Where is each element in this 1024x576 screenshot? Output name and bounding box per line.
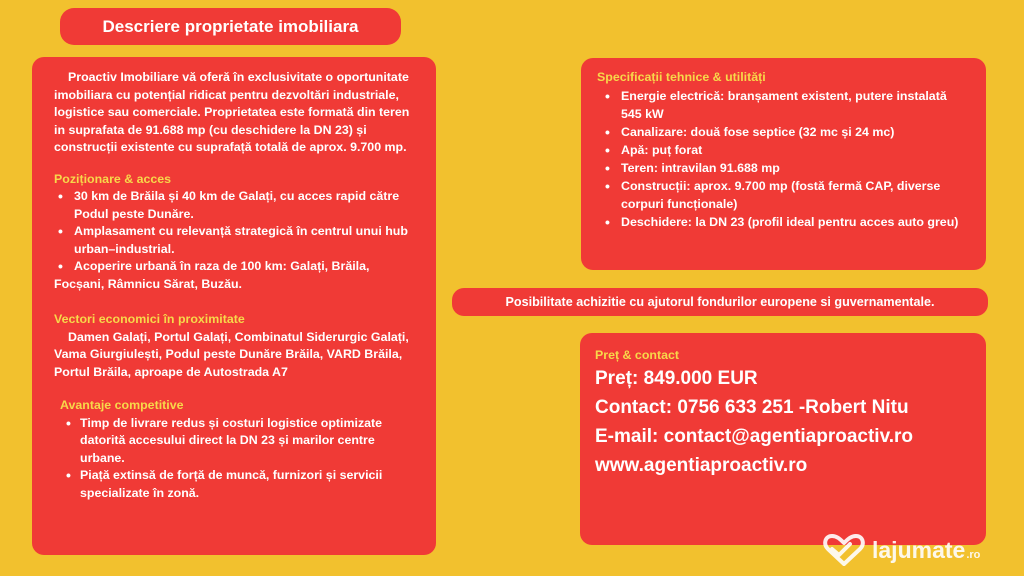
list-item: • Amplasament cu relevanță strategică în centrul unui hub urban–industrial. (54, 223, 436, 258)
phone-text: Contact: 0756 633 251 -Robert Nitu (595, 397, 909, 418)
advantages-heading: Avantaje competitive (60, 398, 184, 412)
lajumate-logo (822, 530, 980, 570)
list-item: • Piață extinsă de forță de muncă, furnizori și servicii specializate în zonă. (54, 467, 412, 502)
specs-heading: Specificații tehnice & utilități (597, 70, 766, 84)
page-title-text: Descriere proprietate imobiliara (102, 16, 359, 36)
description-card (32, 57, 436, 555)
logo-name: lajumate (872, 536, 966, 563)
funding-banner (452, 288, 988, 316)
list-item: • Acoperire urbană în raza de 100 km: Galați, Brăila, (54, 258, 436, 276)
list-item: • Canalizare: două fose septice (32 mc și 24 mc) (597, 123, 970, 141)
page-title (60, 8, 401, 45)
specs-card (581, 58, 986, 270)
funding-text: Posibilitate achizitie cu ajutorul fondurilor europene si guvernamentale. (505, 295, 935, 309)
intro-text: Proactiv Imobiliare vă oferă în exclusivitate o oportunitate imobiliara cu potențial ridicat pentru dezvoltări industriale, logistice sau comerciale. Proprietatea este formată din teren in suprafata de 91.688 mp (cu deschidere la DN 23) și construcții existente cu suprafață totală de aprox. 9.700 mp. (54, 70, 410, 154)
specs-list (597, 87, 970, 231)
price-text: Preț: 849.000 EUR (595, 368, 758, 389)
list-item: • 30 km de Brăila și 40 km de Galați, cu acces rapid către Podul peste Dunăre. (54, 188, 436, 223)
list-item: • Teren: intravilan 91.688 mp (597, 159, 970, 177)
logo-tld: .ro (966, 549, 981, 561)
contact-card (580, 333, 986, 545)
advantages-list (54, 415, 436, 503)
email-text: E-mail: contact@agentiaproactiv.ro (595, 426, 914, 447)
positioning-heading: Poziționare & acces (54, 171, 172, 186)
list-item: • Apă: puț forat (597, 141, 970, 159)
contact-heading: Preț & contact (595, 348, 679, 362)
positioning-list (54, 188, 436, 293)
list-item-continuation: Focșani, Râmnicu Sărat, Buzău. (54, 276, 242, 291)
list-item: • Energie electrică: branșament existent, putere instalată 545 kW (597, 87, 970, 123)
list-item: • Construcții: aprox. 9.700 mp (fostă fermă CAP, diverse corpuri funcționale) (597, 177, 970, 213)
list-item: • Deschidere: la DN 23 (profil ideal pentru acces auto greu) (597, 213, 970, 231)
economic-text: Damen Galați, Portul Galați, Combinatul Siderurgic Galați, Vama Giurgiulești, Podul peste Dunăre Brăila, VARD Brăila, Portul Brăila, aproape de Autostrada A7 (54, 329, 409, 379)
heart-hands-icon (822, 533, 866, 567)
economic-heading: Vectori economici în proximitate (54, 312, 245, 326)
list-item: • Timp de livrare redus și costuri logistice optimizate datorită accesului direct la DN 23 și marilor centre urbane. (54, 415, 412, 468)
website-link[interactable]: www.agentiaproactiv.ro (595, 455, 808, 476)
